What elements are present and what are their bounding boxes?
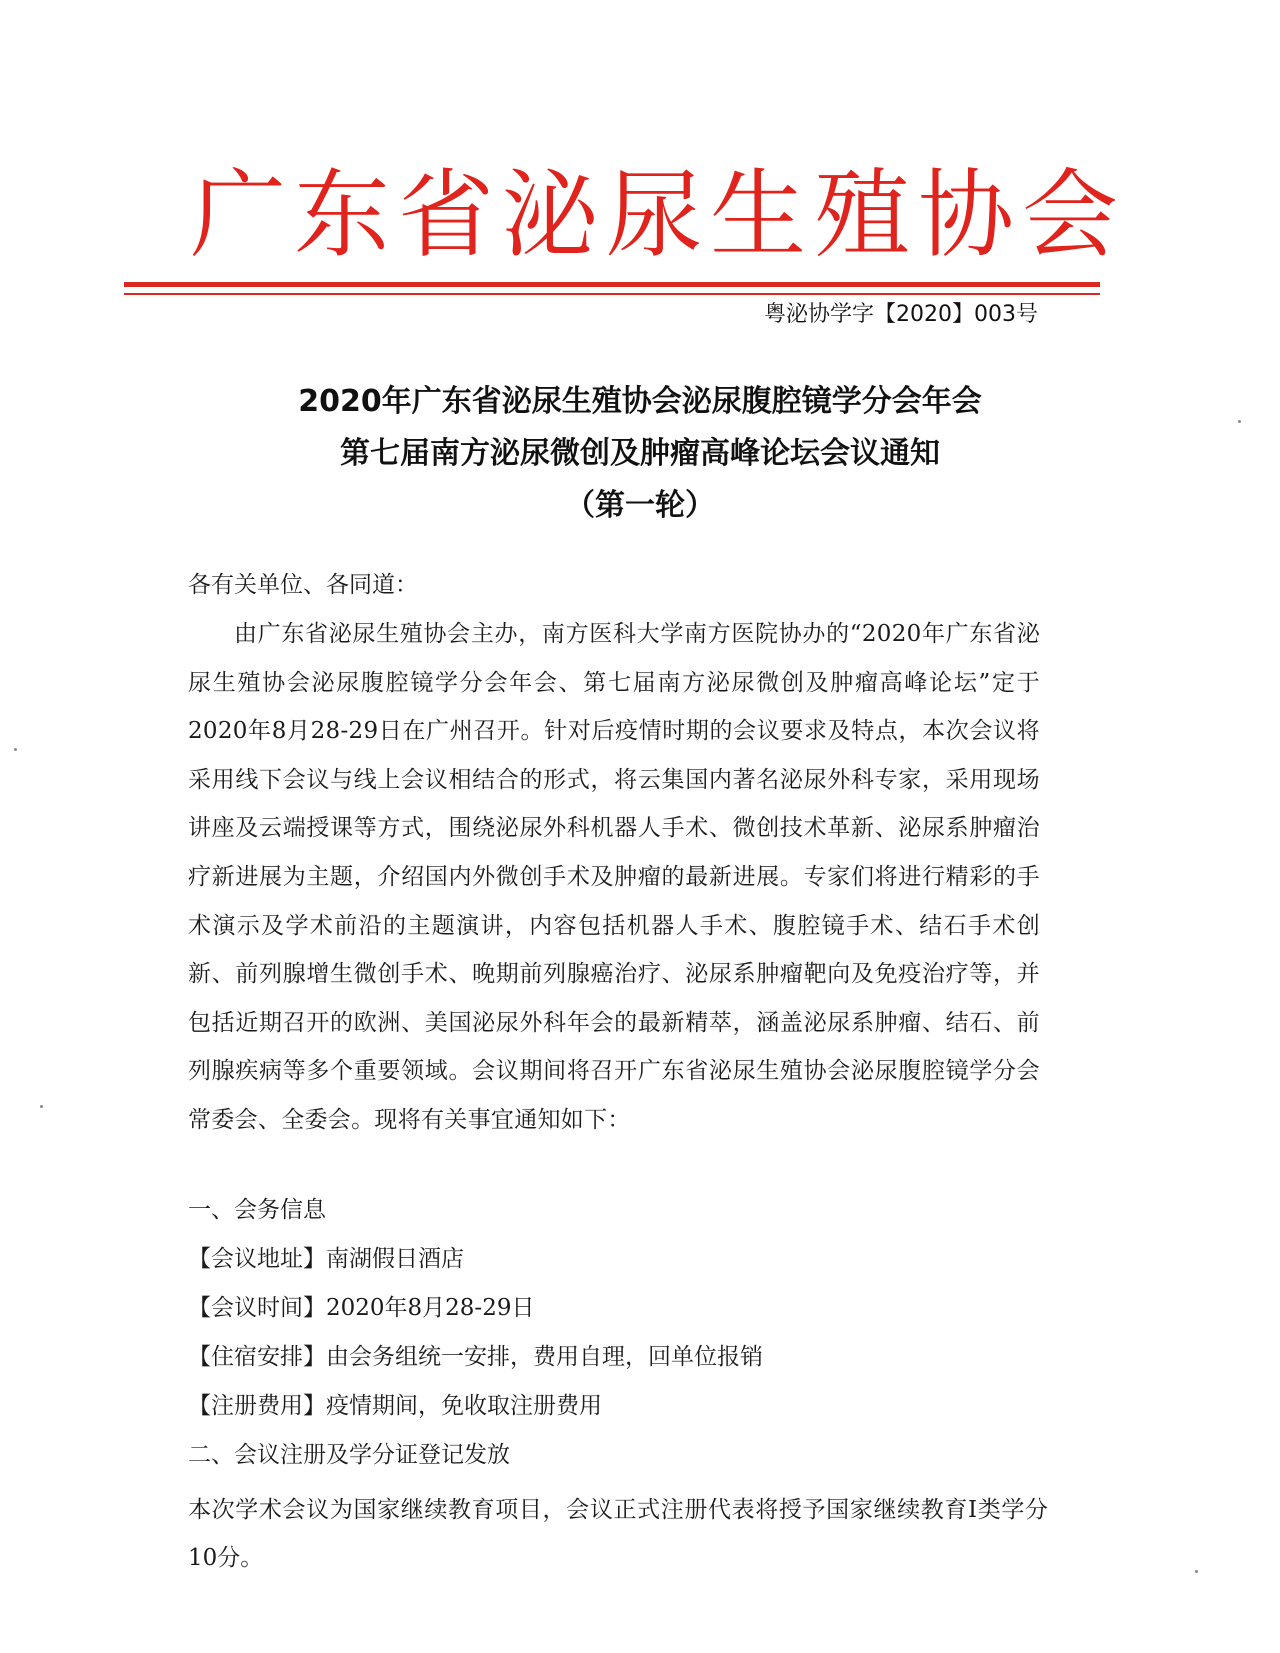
title-line-2: 第七届南方泌尿微创及肿瘤高峰论坛会议通知: [340, 436, 940, 471]
scan-speck: [14, 748, 17, 751]
red-rule-thin: [124, 293, 1100, 295]
scan-speck: [1238, 420, 1241, 423]
document-number: 粤泌协学字【2020】003号: [764, 302, 1038, 327]
info-item-accommodation: 【住宿安排】由会务组统一安排，费用自理，回单位报销: [188, 1344, 763, 1370]
info-item-registration-fee: 【注册费用】疫情期间，免收取注册费用: [188, 1393, 602, 1419]
section-heading-meeting-info: 一、会务信息: [188, 1197, 326, 1223]
info-item-date: 【会议时间】2020年8月28-29日: [188, 1295, 535, 1321]
salutation: 各有关单位、各同道：: [188, 572, 418, 598]
scan-speck: [40, 1105, 43, 1108]
title-line-3: （第一轮）: [565, 488, 715, 523]
section-heading-registration-credits: 二、会议注册及学分证登记发放: [188, 1442, 510, 1468]
red-rule-thick: [124, 282, 1100, 287]
scan-speck: [1195, 1570, 1198, 1573]
info-item-venue: 【会议地址】南湖假日酒店: [188, 1246, 464, 1272]
intro-paragraph: 由广东省泌尿生殖协会主办，南方医科大学南方医院协办的“2020年广东省泌尿生殖协会泌尿腹腔镜学分会年会、第七届南方泌尿微创及肿瘤高峰论坛”定于2020年8月28-29日在广州召开。针对后疫情时期的会议要求及特点，本次会议将采用线下会议与线上会议相结合的形式，将云集国内著名泌尿外科专家，采用现场讲座及云端授课等方式，围绕泌尿外科机器人手术、微创技术革新、泌尿系肿瘤治疗新进展为主题，介绍国内外微创手术及肿瘤的最新进展。专家们将进行精彩的手术演示及学术前沿的主题演讲，内容包括机器人手术、腹腔镜手术、结石手术创新、前列腺增生微创手术、晚期前列腺癌治疗、泌尿系肿瘤靶向及免疫治疗等，并包括近期召开的欧洲、美国泌尿外科年会的最新精萃，涵盖泌尿系肿瘤、结石、前列腺疾病等多个重要领域。会议期间将召开广东省泌尿生殖协会泌尿腹腔镜学分会常委会、全委会。现将有关事宜通知如下：: [188, 621, 1040, 1133]
organization-masthead: 广东省泌尿生殖协会: [190, 159, 1126, 271]
title-line-1: 2020年广东省泌尿生殖协会泌尿腹腔镜学分会年会: [298, 384, 982, 419]
credit-text: 本次学术会议为国家继续教育项目，会议正式注册代表将授予国家继续教育Ⅰ类学分10分。: [188, 1497, 1048, 1571]
